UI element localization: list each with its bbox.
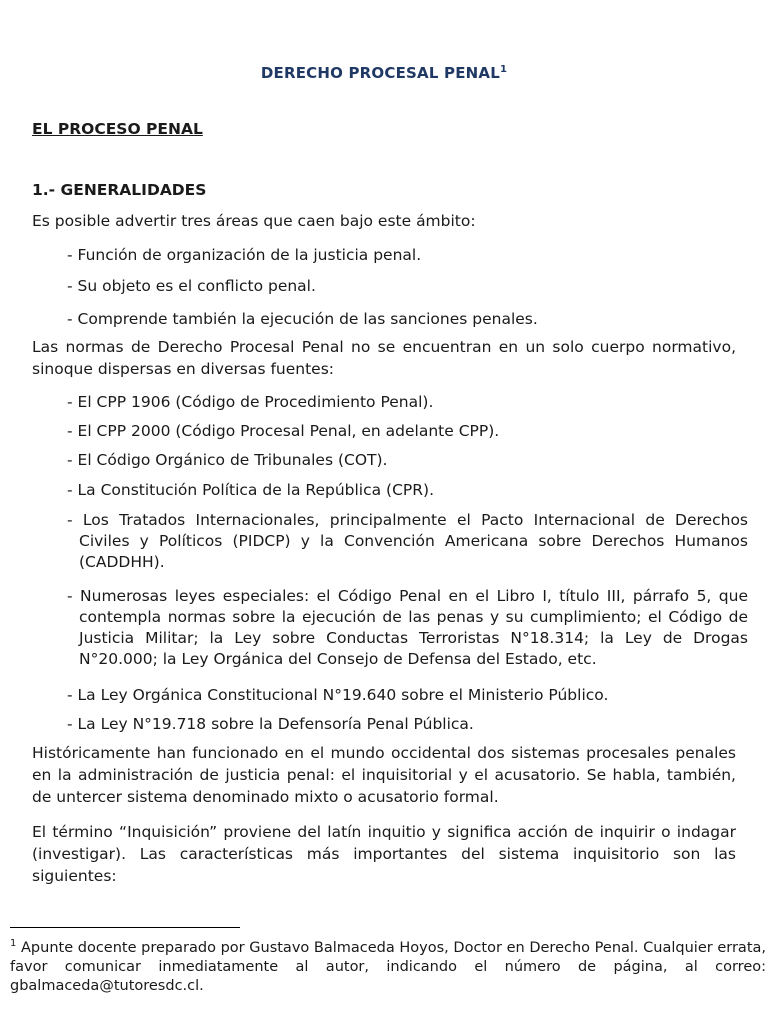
list-item-fuente: - El CPP 1906 (Código de Procedimiento Penal). — [67, 393, 434, 411]
inquisicion-paragraph: El término “Inquisición” proviene del latín inquitio y significa acción de inquirir o indagar (investigar). Las características más importantes del sistema inquisitorio son las siguientes: — [32, 823, 736, 885]
list-item-area: - Su objeto es el conflicto penal. — [67, 277, 316, 295]
list-item-fuente: - Los Tratados Internacionales, principalmente el Pacto Internacional de Derechos Civiles y Políticos (PIDCP) y la Convención Americana sobre Derechos Humanos (CADDHH). — [67, 511, 748, 571]
title-text: DERECHO PROCESAL PENAL — [260, 64, 500, 82]
list-item-fuente: - La Ley Orgánica Constitucional N°19.640 sobre el Ministerio Público. — [67, 686, 609, 704]
footnote-text: Apunte docente preparado por Gustavo Balmaceda Hoyos, Doctor en Derecho Penal. Cualquier errata, favor comunicar inmediatamente al autor, indicando el número de página, al correo: gbalmaceda@tutoresdc.cl. — [10, 939, 766, 994]
subsection-heading: 1.- GENERALIDADES — [32, 181, 207, 199]
historia-paragraph: Históricamente han funcionado en el mundo occidental dos sistemas procesales penales en la administración de justicia penal: el inquisitorial y el acusatorio. Se habla, también, de untercer sistema denominado mixto o acusatorio formal. — [32, 744, 736, 806]
list-item-fuente: - La Ley N°19.718 sobre la Defensoría Penal Pública. — [67, 715, 474, 733]
footnote — [10, 934, 766, 996]
document-title — [0, 64, 768, 82]
intro-paragraph: Es posible advertir tres áreas que caen bajo este ámbito: — [32, 212, 476, 230]
list-item-fuente: - El Código Orgánico de Tribunales (COT). — [67, 451, 388, 469]
list-item-fuente: - La Constitución Política de la República (CPR). — [67, 481, 435, 499]
list-item-fuente: - El CPP 2000 (Código Procesal Penal, en adelante CPP). — [67, 422, 500, 440]
list-item-fuente: - Numerosas leyes especiales: el Código Penal en el Libro I, título III, párrafo 5, que contempla normas sobre la ejecución de las penas y su cumplimiento; el Código de Justicia Militar; la Ley sobre Conductas Terroristas N°18.314; la Ley de Drogas N°20.000; la Ley Orgánica del Consejo de Defensa del Estado, etc. — [67, 587, 748, 668]
list-item-area: - Función de organización de la justicia penal. — [67, 246, 422, 264]
normas-paragraph: Las normas de Derecho Procesal Penal no se encuentran en un solo cuerpo normativo, sinoque dispersas en diversas fuentes: — [32, 338, 736, 378]
list-item-area: - Comprende también la ejecución de las sanciones penales. — [67, 310, 538, 328]
section-heading: EL PROCESO PENAL — [32, 120, 203, 138]
footnote-divider — [10, 927, 240, 928]
title-footnote-ref[interactable]: 1 — [499, 64, 508, 75]
footnote-mark: 1 — [10, 938, 17, 949]
